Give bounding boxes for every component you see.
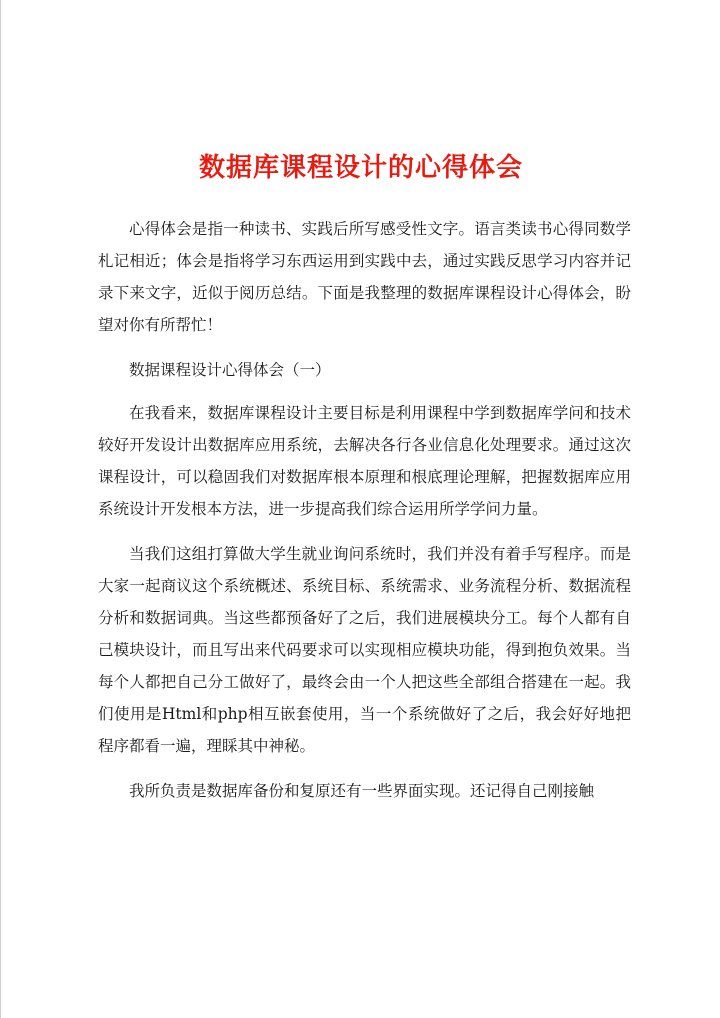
section-heading: 数据课程设计心得体会（一） xyxy=(129,361,331,379)
document-body xyxy=(98,213,631,820)
document-title: 数据库课程设计的心得体会 xyxy=(198,153,523,183)
body-paragraph-3: 我所负责是数据库备份和复原还有一些界面实现。还记得自己刚接触 xyxy=(129,782,595,800)
body-paragraph-1: 在我看来，数据库课程设计主要目标是利用课程中学到数据库学问和技术较好开发设计出数据库应用系统，去解决各行各业信息化处理要求。通过这次课程设计，可以稳固我们对数据库根本原理和根底理论理解，把握数据库应用系统设计开发根本方法，进一步提高我们综合运用所学学问力量。 xyxy=(98,404,631,518)
intro-paragraph: 心得体会是指一种读书、实践后所写感受性文字。语言类读书心得同数学札记相近；体会是指将学习东西运用到实践中去，通过实践反思学习内容并记录下来文字，近似于阅历总结。下面是我整理的数据库课程设计心得体会，盼望对你有所帮忙！ xyxy=(98,220,631,334)
body-paragraph-2: 当我们这组打算做大学生就业询问系统时，我们并没有着手写程序。而是大家一起商议这个系统概述、系统目标、系统需求、业务流程分析、数据流程分析和数据词典。当这些都预备好了之后，我们进展模块分工。每个人都有自己模块设计，而且写出来代码要求可以实现相应模块功能，得到抱负效果。当每个人都把自己分工做好了，最终会由一个人把这些全部组合搭建在一起。我们使用是Html和php相互嵌套使用，当一个系统做好了之后，我会好好地把程序都看一遍，理睬其中神秘。 xyxy=(98,545,631,755)
